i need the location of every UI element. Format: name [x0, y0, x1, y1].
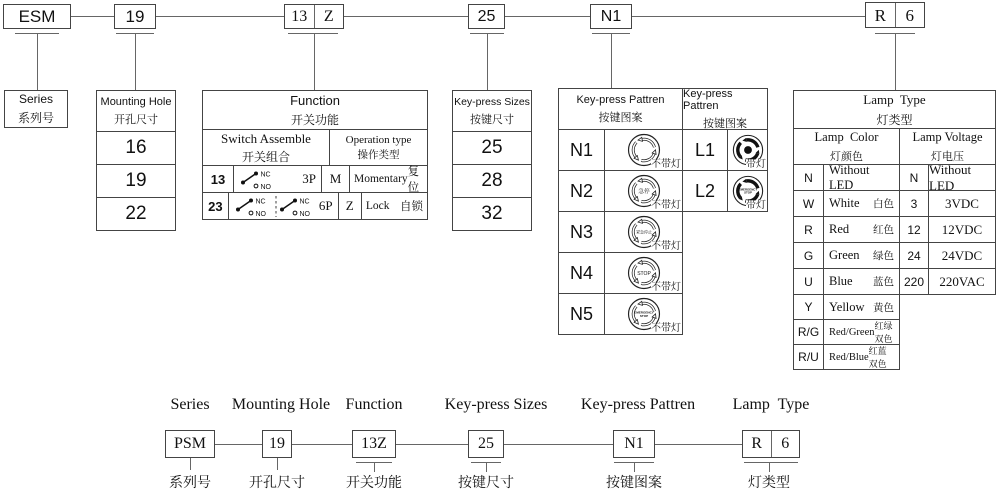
- code-value: ESM: [18, 7, 56, 26]
- mounting-hole-option: 16: [125, 137, 147, 158]
- lamp-voltage-code: N: [909, 170, 919, 185]
- svg-text:STOP: STOP: [636, 270, 651, 277]
- connector-line: [655, 444, 742, 445]
- lamp-color-label: [823, 269, 899, 294]
- lamp-voltage-table: [899, 129, 996, 295]
- lamp-color-label: [823, 162, 899, 192]
- lamp-voltage-row: [900, 161, 995, 193]
- tick-line: [744, 462, 798, 463]
- code-value: 25: [478, 435, 494, 452]
- lamp-color-label: [823, 243, 899, 268]
- lamp-color-row: [794, 319, 899, 344]
- pattern-header: [559, 89, 682, 130]
- operation-code: Z: [338, 193, 361, 219]
- code-value: 13: [291, 7, 308, 25]
- switch-contact-icon: [238, 166, 280, 192]
- pattern-code: N4: [569, 262, 593, 283]
- example-label-lamp: Lamp Type: [732, 396, 810, 413]
- svg-text:急停: 急停: [637, 189, 650, 196]
- header-zh: 按键图案: [703, 117, 747, 130]
- lamp-presence-label: 不带灯: [651, 159, 681, 170]
- code-box-function: [284, 4, 344, 29]
- connector-line: [396, 444, 468, 445]
- example-label-pattern: Key-press Pattren: [580, 396, 696, 413]
- lamp-presence-label: 不带灯: [651, 200, 681, 211]
- lamp-presence-label: 带灯: [746, 200, 766, 211]
- lamp-voltage-code: 24: [907, 248, 921, 263]
- connector-line: [215, 444, 262, 445]
- code-value: R: [751, 435, 763, 452]
- code-value: Z: [314, 5, 344, 28]
- mounting-hole-option: 22: [97, 197, 175, 230]
- function-table: [202, 90, 428, 220]
- code-box-key-size: [468, 4, 505, 29]
- lamp-presence-label: 不带灯: [651, 282, 681, 293]
- example-zh-pattern: 按键图案: [606, 474, 662, 490]
- code-value: R: [874, 5, 886, 25]
- lamp-color-row: [794, 268, 899, 294]
- operation-label: [361, 193, 427, 219]
- example-label-series: Series: [170, 396, 210, 413]
- mounting-hole-options: [97, 132, 175, 230]
- lamp-color-en: Red/Blue: [829, 351, 869, 363]
- svg-text:STOP: STOP: [743, 190, 752, 195]
- pattern-icon-cell: [604, 294, 682, 334]
- series-legend: [4, 90, 68, 128]
- code-value: 13Z: [361, 435, 387, 452]
- lamp-voltage-label: Without LED: [928, 165, 995, 190]
- connector-line: [277, 458, 278, 470]
- lamp-color-code: R: [804, 222, 813, 237]
- lamp-voltage-row: [900, 216, 995, 242]
- example-zh-key-size: 按键尺寸: [458, 474, 514, 490]
- operation-label-en: Momentary: [354, 173, 408, 185]
- switch-assemble-header: [203, 130, 329, 165]
- header-zh: 开关功能: [290, 112, 339, 127]
- code-value: 6: [771, 431, 800, 457]
- pattern-code: N5: [569, 303, 593, 324]
- connector-line: [895, 33, 896, 90]
- code-value: 19: [269, 435, 285, 452]
- mounting-hole-header: [97, 91, 175, 132]
- code-box-pattern: [590, 4, 632, 29]
- svg-text:NO: NO: [260, 184, 271, 191]
- lamp-color-header: [794, 129, 899, 165]
- lamp-type-header: [793, 90, 996, 129]
- lamp-color-label: [823, 345, 899, 369]
- operation-label-zh: 自锁: [400, 201, 423, 213]
- function-subheader: [203, 130, 427, 166]
- lamp-color-en: White: [829, 196, 860, 210]
- lamp-color-code: N: [804, 170, 813, 185]
- example-label-function: Function: [345, 396, 403, 413]
- lamp-presence-label: 带灯: [746, 159, 766, 170]
- lamp-voltage-row: [900, 190, 995, 216]
- pattern-code: L2: [694, 180, 716, 201]
- key-size-option: 25: [481, 137, 503, 158]
- pattern-icon-cell: [604, 130, 682, 170]
- pattern-code: N1: [569, 139, 593, 160]
- pattern-header: [683, 89, 767, 130]
- lamp-color-table: [793, 129, 900, 370]
- lamp-color-code: U: [804, 274, 813, 289]
- pattern-table-lamp: [683, 88, 768, 212]
- lamp-color-en: Blue: [829, 274, 853, 288]
- connector-line: [634, 462, 635, 472]
- connector-line: [292, 444, 352, 445]
- header-en: Switch Assemble: [221, 130, 311, 146]
- lamp-color-row: [794, 190, 899, 216]
- header-en: Lamp Voltage: [912, 129, 983, 144]
- pattern-icon-cell: [604, 253, 682, 293]
- lamp-color-zh: 红绿双色: [874, 321, 893, 344]
- pattern-icon-cell: [604, 212, 682, 252]
- header-zh: 灯电压: [931, 150, 964, 163]
- pattern-rows: [683, 130, 767, 211]
- svg-text:EMERGENCY: EMERGENCY: [738, 187, 757, 192]
- header-zh: 按键图案: [598, 111, 643, 124]
- lamp-color-rows: [794, 162, 899, 369]
- assemble-code: 13: [210, 171, 226, 187]
- example-box-function: [352, 430, 396, 458]
- lamp-color-en: Without LED: [829, 162, 870, 192]
- connector-line: [344, 16, 468, 17]
- series-label-en: Series: [18, 92, 53, 106]
- lamp-color-zh: 绿色: [873, 251, 894, 262]
- key-size-option: 28: [453, 164, 531, 197]
- lamp-color-label: [823, 320, 899, 344]
- mounting-hole-option: 19: [97, 164, 175, 197]
- function-row: [203, 166, 427, 192]
- lamp-color-en: Red: [829, 222, 850, 236]
- pattern-table-nolamp: [558, 88, 683, 335]
- lamp-color-zh: 黄色: [873, 302, 894, 314]
- lamp-voltage-label: 24VDC: [928, 243, 995, 268]
- svg-text:NO: NO: [255, 211, 266, 218]
- pattern-row: [559, 252, 682, 293]
- svg-text:NO: NO: [299, 211, 310, 218]
- lamp-color-row: [794, 294, 899, 319]
- connector-line: [190, 458, 191, 470]
- key-size-header: [453, 91, 531, 132]
- header-en: Function: [290, 92, 340, 108]
- pattern-row: [559, 211, 682, 252]
- lamp-voltage-header: [900, 129, 995, 165]
- lamp-voltage-row: [900, 242, 995, 268]
- assemble-code: 23: [208, 198, 223, 214]
- lamp-color-code: W: [802, 196, 815, 211]
- connector-line: [487, 33, 488, 90]
- lamp-voltage-label: 3VDC: [928, 191, 995, 216]
- lamp-color-zh: 白色: [873, 199, 894, 210]
- connector-line: [37, 33, 38, 90]
- code-box-series: [3, 4, 71, 29]
- header-zh: 开孔尺寸: [114, 113, 158, 126]
- connector-line: [505, 16, 590, 17]
- connector-line: [314, 33, 315, 90]
- svg-text:STOP: STOP: [639, 313, 648, 318]
- header-en: Mounting Hole: [100, 95, 172, 108]
- lamp-voltage-code: 3: [910, 196, 918, 211]
- series-label-zh: 系列号: [17, 111, 54, 125]
- connector-line: [486, 462, 487, 472]
- pattern-row: [683, 170, 767, 211]
- pattern-icon-cell: [727, 171, 767, 211]
- example-box-series: [165, 430, 215, 458]
- example-box-mounting-hole: [262, 430, 292, 458]
- code-box-mounting-hole: [114, 4, 156, 29]
- lamp-color-zh: 蓝色: [873, 277, 894, 288]
- header-zh: 灯颜色: [830, 150, 863, 163]
- header-zh: 开关组合: [241, 149, 290, 164]
- lamp-color-zh: 红色: [873, 225, 894, 236]
- key-size-options: [453, 132, 531, 230]
- example-box-lamp: [742, 430, 800, 458]
- pattern-row: [683, 130, 767, 170]
- svg-text:EMERGENCY: EMERGENCY: [633, 310, 654, 315]
- lamp-color-row: [794, 162, 899, 192]
- lamp-presence-label: 不带灯: [651, 323, 681, 334]
- connector-line: [504, 444, 613, 445]
- lamp-voltage-code: 12: [907, 222, 921, 237]
- code-value: 25: [477, 7, 496, 25]
- code-value: N1: [624, 435, 644, 452]
- example-label-mounting-hole: Mounting Hole: [231, 396, 331, 413]
- pattern-row: [559, 170, 682, 211]
- key-size-option: 32: [453, 197, 531, 230]
- header-en: Operation type: [345, 133, 412, 146]
- pattern-row: [559, 293, 682, 334]
- lamp-color-en: Yellow: [829, 299, 865, 314]
- connector-line: [611, 33, 612, 88]
- example-box-key-size: [468, 430, 504, 458]
- code-box-lamp: [865, 2, 925, 28]
- function-header: [203, 91, 427, 130]
- pattern-row: [559, 130, 682, 170]
- svg-text:NC: NC: [255, 198, 266, 206]
- example-zh-mounting-hole: 开孔尺寸: [249, 474, 305, 490]
- lamp-color-en: Green: [829, 248, 860, 262]
- example-zh-lamp: 灯类型: [748, 474, 790, 490]
- svg-text:NC: NC: [299, 198, 310, 206]
- operation-type-header: [329, 130, 427, 165]
- header-zh: 灯类型: [876, 112, 913, 127]
- header-en: Key-press Pattren: [683, 87, 733, 112]
- code-value: 19: [125, 7, 145, 26]
- lamp-color-label: [823, 217, 899, 242]
- header-en: Lamp Color: [814, 129, 879, 144]
- tick-line: [288, 33, 338, 34]
- lamp-voltage-label: 12VDC: [928, 217, 995, 242]
- lamp-color-code: R/U: [798, 350, 819, 364]
- lamp-presence-label: 不带灯: [651, 241, 681, 252]
- pattern-code: N2: [569, 180, 593, 201]
- lamp-voltage-row: [900, 268, 995, 294]
- operation-label-en: Lock: [365, 200, 390, 212]
- switch-contact-icon: [233, 193, 319, 219]
- lamp-voltage-rows: [900, 161, 995, 294]
- header-en: Key-press Sizes: [454, 95, 530, 108]
- example-zh-function: 开关功能: [346, 474, 402, 490]
- poles-label: 6P: [318, 198, 333, 213]
- switch-symbol-cell: [233, 166, 321, 192]
- poles-label: 3P: [302, 171, 316, 186]
- connector-line: [156, 16, 284, 17]
- lamp-color-row: [794, 242, 899, 268]
- example-label-key-size: Key-press Sizes: [444, 396, 548, 413]
- pattern-icon-cell: [604, 171, 682, 211]
- connector-line: [769, 462, 770, 472]
- lamp-color-label: [823, 191, 899, 216]
- svg-text:NC: NC: [260, 171, 271, 179]
- example-box-pattern: [613, 430, 655, 458]
- lamp-color-code: R/G: [797, 325, 820, 339]
- lamp-voltage-code: 220: [903, 274, 925, 289]
- header-zh: 按键尺寸: [470, 113, 514, 126]
- lamp-color-label: [823, 295, 899, 319]
- operation-label-zh: 复位: [407, 166, 420, 194]
- lamp-color-code: Y: [804, 300, 813, 314]
- switch-symbol-cell: [228, 193, 338, 219]
- function-rows: [203, 166, 427, 219]
- lamp-color-en: Red/Green: [829, 326, 875, 338]
- pattern-icon-cell: [727, 130, 767, 170]
- lamp-color-zh: 红蓝双色: [868, 346, 887, 369]
- svg-text:紧急停止: 紧急停止: [635, 229, 652, 235]
- lamp-color-row: [794, 216, 899, 242]
- lamp-color-code: G: [803, 248, 814, 263]
- header-en: Key-press Pattren: [576, 93, 665, 106]
- key-size-table: [452, 90, 532, 231]
- connector-line: [632, 16, 865, 17]
- function-row: [203, 192, 427, 219]
- operation-code: M: [321, 166, 349, 192]
- connector-line: [135, 33, 136, 90]
- lamp-color-row: [794, 344, 899, 369]
- pattern-code: N3: [569, 221, 593, 242]
- lamp-voltage-label: 220VAC: [928, 269, 995, 294]
- pattern-rows: [559, 130, 682, 334]
- pattern-code: L1: [694, 139, 716, 160]
- code-value: 6: [895, 3, 925, 27]
- header-zh: 操作类型: [357, 149, 400, 161]
- connector-line: [374, 462, 375, 472]
- header-en: Lamp Type: [863, 91, 926, 107]
- example-zh-series: 系列号: [169, 474, 211, 490]
- mounting-hole-table: [96, 90, 176, 231]
- code-value: N1: [600, 7, 622, 25]
- connector-line: [71, 16, 114, 17]
- code-value: PSM: [173, 435, 207, 452]
- operation-label: [349, 166, 427, 192]
